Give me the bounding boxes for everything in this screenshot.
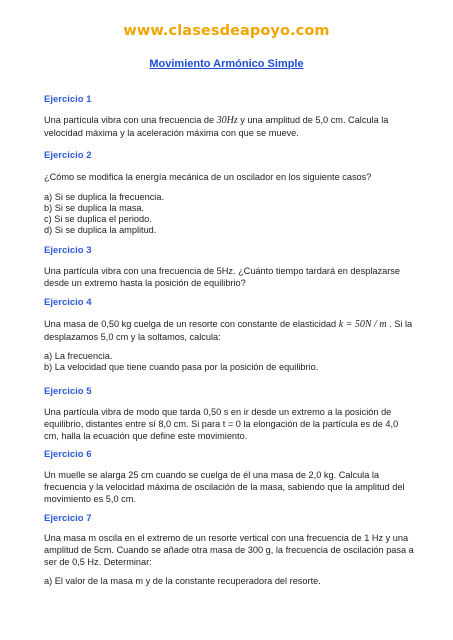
- exercise-4-text-part2: . Si la desplazamos 5,0 cm y la soltamos, calcula:: [44, 319, 413, 342]
- exercise-5-heading: Ejercicio 5: [44, 386, 92, 397]
- exercise-2-heading: Ejercicio 2: [44, 150, 92, 161]
- list-item: a) La frecuencia.: [44, 351, 113, 361]
- exercise-2-text: ¿Cómo se modifica la energía mecánica de un oscilador en los siguiente casos?: [44, 172, 372, 182]
- list-item: b) Si se duplica la masa.: [44, 203, 145, 213]
- site-logo-text: www.clasesdeapoyo.com: [123, 23, 330, 39]
- list-item: c) Si se duplica el periodo.: [44, 214, 152, 224]
- exercise-4-text-part1: Una masa de 0,50 kg cuelga de un resorte con constante de elasticidad: [44, 319, 339, 329]
- exercise-1-text-part2: y una amplitud de 5,0 cm. Calcula la velocidad máxima y la aceleración máxima con que se mueve.: [44, 115, 389, 138]
- exercise-7-heading: Ejercicio 7: [44, 513, 92, 524]
- exercise-4-text: [44, 318, 414, 343]
- exercise-1-text-part1: Una partícula vibra con una frecuencia de: [44, 115, 217, 125]
- exercise-5-text: Una partícula vibra de modo que tarda 0,50 s en ir desde un extremo a la posición de equilibrio, distantes entre sí 8,0 cm. Si para t = 0 la elongación de la partícula es de 4,0 cm, halla la ecuación que define este movimiento.: [44, 407, 399, 441]
- page-title: Movimiento Armónico Simple: [149, 58, 304, 70]
- exercise-7-text: Una masa m oscila en el extremo de un resorte vertical con una frecuencia de 1 Hz y una amplitud de 5cm. Cuando se añade otra masa de 300 g, la frecuencia de oscilación pasa a ser de 0,5 Hz. Determinar:: [44, 533, 414, 567]
- exercise-6-heading: Ejercicio 6: [44, 449, 92, 460]
- exercise-4-formula: k = 50N / m: [338, 319, 387, 330]
- exercise-1-heading: Ejercicio 1: [44, 94, 92, 105]
- exercise-1-formula: 30Hz: [216, 115, 238, 126]
- exercise-3-heading: Ejercicio 3: [44, 245, 92, 256]
- exercise-3-text: Una partícula vibra con una frecuencia de 5Hz. ¿Cuánto tiempo tardará en desplazarse desde un extremo hasta la posición de equilibrio?: [44, 266, 400, 288]
- exercise-6-text: Un muelle se alarga 25 cm cuando se cuelga de él una masa de 2,0 kg. Calcula la frecuencia y la velocidad máxima de oscilación de la masa, sabiendo que la amplitud del movimiento es 5,0 cm.: [44, 470, 405, 504]
- exercise-2-list: [44, 192, 414, 236]
- list-item: a) Si se duplica la frecuencia.: [44, 192, 165, 202]
- list-item: b) La velocidad que tiene cuando pasa por la posición de equilibrio.: [44, 362, 319, 372]
- list-item: d) Si se duplica la amplitud.: [44, 225, 157, 235]
- exercise-7-list: [44, 576, 414, 587]
- list-item: a) El valor de la masa m y de la constante recuperadora del resorte.: [44, 576, 321, 586]
- exercise-4-heading: Ejercicio 4: [44, 297, 92, 308]
- exercise-1-text: [44, 114, 414, 139]
- exercise-4-list: [44, 351, 414, 373]
